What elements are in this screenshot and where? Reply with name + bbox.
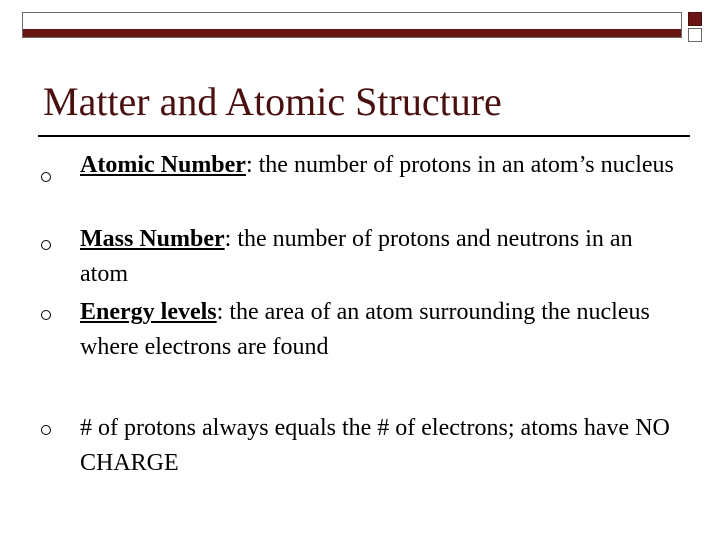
title-divider <box>38 135 690 137</box>
definition-atomic-number: the number of protons in an atom’s nucleus <box>252 152 674 178</box>
term-energy-levels: Energy levels <box>80 299 217 325</box>
bullet-energy-levels <box>80 295 680 365</box>
hollow-circle-bullet-icon <box>41 310 51 320</box>
bullet-protons-electrons <box>80 411 680 481</box>
hollow-circle-bullet-icon <box>41 172 51 182</box>
top-banner <box>22 12 682 38</box>
slide-title: Matter and Atomic Structure <box>43 79 502 124</box>
banner-band <box>23 29 681 37</box>
term-atomic-number: Atomic Number <box>80 152 246 178</box>
hollow-circle-bullet-icon <box>41 240 51 250</box>
term-separator: : <box>224 226 232 252</box>
hollow-circle-bullet-icon <box>41 425 51 435</box>
definition-energy-levels: the area of an atom surrounding the nucleus where electrons are found <box>80 299 650 360</box>
banner-square-outline <box>688 28 702 42</box>
bullet-atomic-number <box>80 148 680 183</box>
term-mass-number: Mass Number <box>80 226 225 252</box>
term-separator: : <box>216 299 224 325</box>
definition-mass-number: the number of protons and neutrons in an atom <box>80 226 633 287</box>
banner-square-filled <box>688 12 702 26</box>
statement-protons-electrons: # of protons always equals the # of electrons; atoms have NO CHARGE <box>80 415 670 476</box>
bullet-mass-number <box>80 222 680 292</box>
term-separator: : <box>245 152 253 178</box>
